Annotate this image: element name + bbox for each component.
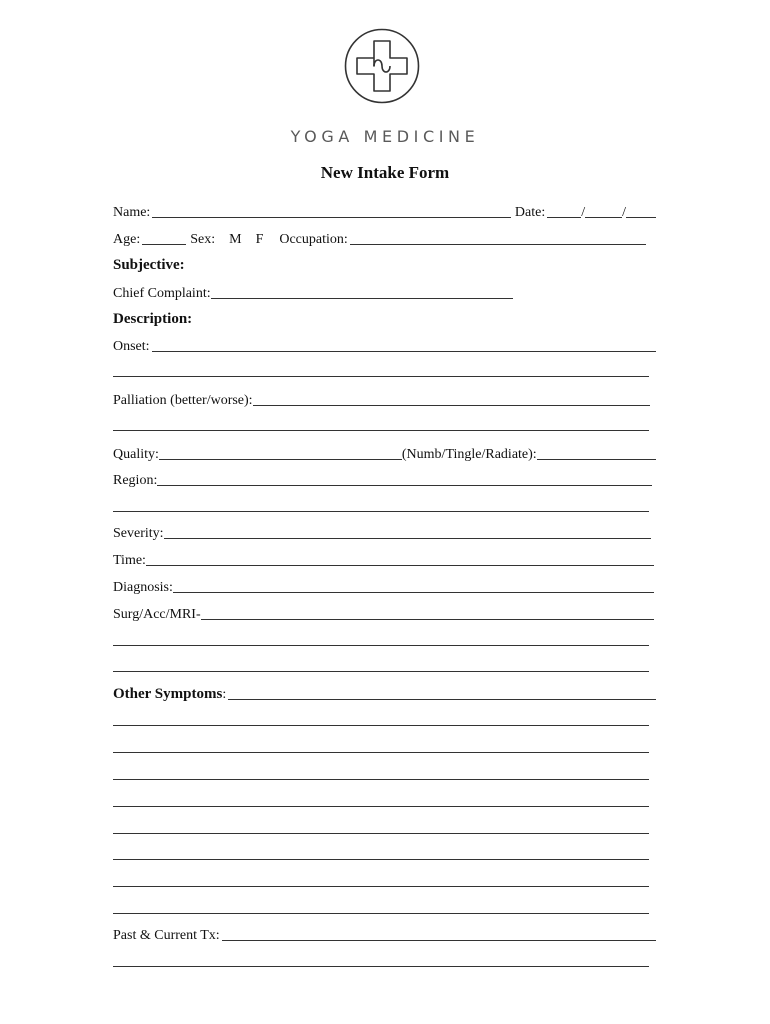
name-field[interactable] [152,217,511,218]
date-separator: / [581,205,586,220]
diagnosis-field[interactable] [173,592,654,593]
other-symptoms-heading: Other Symptoms [113,686,223,702]
name-label: Name: [113,205,151,220]
palliation-label: Palliation (better/worse): [113,393,253,408]
time-label: Time: [113,553,146,568]
other-symptoms-line[interactable] [113,859,649,860]
date-day-field[interactable] [585,217,622,218]
time-field[interactable] [146,565,654,566]
diagnosis-label: Diagnosis: [113,580,173,595]
other-symptoms-line[interactable] [113,913,649,914]
chief-complaint-label: Chief Complaint: [113,286,211,301]
palliation-row [113,389,650,409]
surg-continuation-line[interactable] [113,671,649,672]
numb-tingle-radiate-label: (Numb/Tingle/Radiate): [401,447,537,462]
quality-field[interactable] [159,459,402,460]
region-field[interactable] [157,485,652,486]
date-label: Date: [514,205,546,220]
past-current-tx-label: Past & Current Tx: [113,928,220,943]
region-row [113,469,652,489]
palliation-field[interactable] [253,405,650,406]
sex-option-f[interactable]: F [255,232,264,247]
date-month-field[interactable] [547,217,581,218]
past-current-tx-line[interactable] [113,966,649,967]
region-label: Region: [113,473,158,488]
surg-acc-mri-label: Surg/Acc/MRI- [113,607,201,622]
other-symptoms-line[interactable] [113,779,649,780]
other-symptoms-line[interactable] [113,806,649,807]
other-symptoms-line[interactable] [113,752,649,753]
severity-field[interactable] [164,538,651,539]
surg-continuation-line[interactable] [113,645,649,646]
onset-field[interactable] [152,351,656,352]
name-date-row [113,201,656,221]
past-current-tx-row [113,924,656,944]
description-heading: Description: [113,311,193,327]
diagnosis-row [113,576,654,596]
other-symptoms-field[interactable] [228,699,656,700]
brand-name: YOGA MEDICINE [290,127,480,146]
date-separator: / [622,205,626,220]
surg-acc-mri-row [113,603,654,623]
age-field[interactable] [142,244,186,245]
subjective-heading: Subjective: [113,257,185,273]
region-continuation-line[interactable] [113,511,649,512]
occupation-field[interactable] [350,244,646,245]
quality-row [113,443,656,463]
other-symptoms-line[interactable] [113,725,649,726]
severity-row [113,522,651,542]
other-symptoms-line[interactable] [113,833,649,834]
surg-acc-mri-field[interactable] [201,619,654,620]
quality-label: Quality: [113,447,159,462]
chief-complaint-row [113,282,513,302]
past-current-tx-field[interactable] [222,940,656,941]
date-year-field[interactable] [626,217,656,218]
occupation-label: Occupation: [279,232,348,247]
sex-option-m[interactable]: M [229,232,242,247]
age-sex-occupation-row [113,228,646,248]
time-row [113,549,654,569]
age-label: Age: [113,232,141,247]
other-symptoms-row [113,683,656,703]
onset-row [113,335,656,355]
chief-complaint-field[interactable] [211,298,513,299]
palliation-continuation-line[interactable] [113,430,649,431]
onset-continuation-line[interactable] [113,376,649,377]
sex-label: Sex: [190,232,216,247]
other-symptoms-colon: : [222,687,227,702]
form-title: New Intake Form [320,163,450,182]
severity-label: Severity: [113,526,164,541]
yoga-medicine-cross-logo-icon [343,27,421,105]
numb-tingle-radiate-field[interactable] [537,459,656,460]
onset-label: Onset: [113,339,150,354]
other-symptoms-line[interactable] [113,886,649,887]
